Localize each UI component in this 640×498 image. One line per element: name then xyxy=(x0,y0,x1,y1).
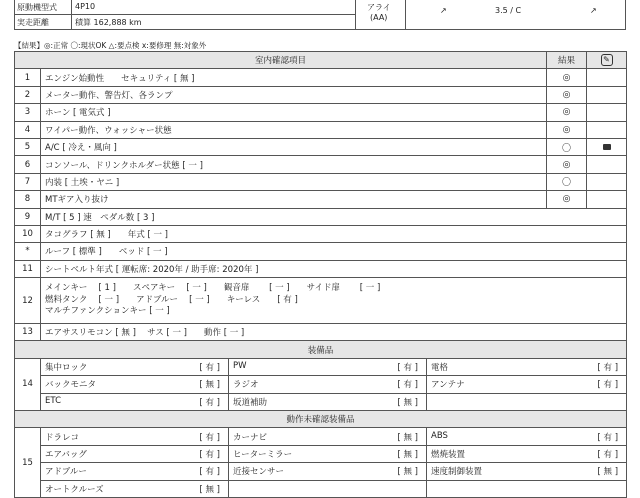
table-row xyxy=(15,138,627,155)
row-text: エアサスリモコン [ 無 ] サス [ 一 ] 動作 [ 一 ] xyxy=(41,324,627,341)
unchecked-number: 15 xyxy=(15,428,41,498)
equipment-name: ETC [ 有 ] xyxy=(41,393,229,410)
unchecked-name: 近接センサー [ 無 ] xyxy=(229,463,427,480)
row-photo[interactable] xyxy=(587,138,627,155)
row-result: ◎ xyxy=(547,121,587,138)
row-result: ◎ xyxy=(547,191,587,208)
row-text: タコグラフ [ 無 ] 年式 [ 一 ] xyxy=(41,225,627,242)
table-row xyxy=(15,156,627,173)
row-photo xyxy=(587,86,627,103)
row-number: 5 xyxy=(15,138,41,155)
equipment-section-header xyxy=(15,341,627,358)
row-photo xyxy=(587,121,627,138)
items-header: 室内確認項目 xyxy=(15,52,547,69)
unchecked-name: オートクルーズ [ 無 ] xyxy=(41,480,229,497)
unchecked-name: 燃焼装置 [ 有 ] xyxy=(427,445,627,462)
unchecked-name xyxy=(229,480,427,497)
equipment-name: 集中ロック [ 有 ] xyxy=(41,358,229,375)
photo-header xyxy=(587,52,627,69)
vehicle-info-header xyxy=(14,0,626,30)
row-text: A/C [ 冷え・風向 ] xyxy=(41,138,547,155)
equipment-name: ラジオ [ 有 ] xyxy=(229,376,427,393)
mileage-label: 実走距離 xyxy=(17,18,49,27)
row-number: 13 xyxy=(15,324,41,341)
equipment-number: 14 xyxy=(15,358,41,410)
row-number: 7 xyxy=(15,173,41,190)
row-text: ワイパー動作、ウォッシャー状態 xyxy=(41,121,547,138)
equipment-row xyxy=(15,358,627,375)
row-photo xyxy=(587,156,627,173)
row-result: ◎ xyxy=(547,69,587,86)
unchecked-name: ABS [ 有 ] xyxy=(427,428,627,445)
row-number: 9 xyxy=(15,208,41,225)
table-row xyxy=(15,243,627,260)
table-row xyxy=(15,86,627,103)
table-row xyxy=(15,260,627,277)
row-text: MTギア入り抜け xyxy=(41,191,547,208)
equipment-name: 坂道補助 [ 無 ] xyxy=(229,393,427,410)
equipment-row xyxy=(15,393,627,410)
unchecked-name: アドブルー [ 有 ] xyxy=(41,463,229,480)
row-number: 6 xyxy=(15,156,41,173)
alignment-value-1: ↗ xyxy=(440,6,447,15)
mileage-value: 積算 162,888 km xyxy=(75,18,142,27)
row-text: ホーン [ 電気式 ] xyxy=(41,104,547,121)
unchecked-row xyxy=(15,428,627,445)
alignment-sub-label: (AA) xyxy=(370,13,388,22)
row-number: 10 xyxy=(15,225,41,242)
result-header: 結果 xyxy=(547,52,587,69)
row-text: 内装 [ 土埃・ヤニ ] xyxy=(41,173,547,190)
table-row xyxy=(15,121,627,138)
row-text: ルーフ [ 標準 ] ベッド [ 一 ] xyxy=(41,243,627,260)
table-row xyxy=(15,104,627,121)
row-text: エンジン始動性 セキュリティ [ 無 ] xyxy=(41,69,547,86)
alignment-value-3: ↗ xyxy=(590,6,597,15)
table-row xyxy=(15,225,627,242)
equipment-name: バックモニタ [ 無 ] xyxy=(41,376,229,393)
unchecked-name: ヒーターミラー [ 無 ] xyxy=(229,445,427,462)
table-row xyxy=(15,173,627,190)
row-photo xyxy=(587,104,627,121)
row-number: 3 xyxy=(15,104,41,121)
row-photo xyxy=(587,173,627,190)
table-row xyxy=(15,324,627,341)
unchecked-name: ドラレコ [ 有 ] xyxy=(41,428,229,445)
unchecked-name: 速度制御装置 [ 無 ] xyxy=(427,463,627,480)
engine-type-value: 4P10 xyxy=(75,2,96,11)
row-photo xyxy=(587,191,627,208)
clipboard-icon: ✎ xyxy=(601,54,613,66)
equipment-name: PW [ 有 ] xyxy=(229,358,427,375)
row-number: 2 xyxy=(15,86,41,103)
row-text: コンソール、ドリンクホルダー状態 [ 一 ] xyxy=(41,156,547,173)
row-result: ◎ xyxy=(547,156,587,173)
equipment-name xyxy=(427,393,627,410)
camera-icon[interactable] xyxy=(603,144,611,150)
alignment-label: アライ xyxy=(367,3,391,12)
table-row xyxy=(15,191,627,208)
equipment-title: 装備品 xyxy=(15,341,627,358)
unchecked-section-header xyxy=(15,411,627,428)
inspection-table xyxy=(14,51,627,498)
row-result: ◎ xyxy=(547,86,587,103)
table-row xyxy=(15,278,627,324)
unchecked-name: エアバッグ [ 有 ] xyxy=(41,445,229,462)
row-result: 〇 xyxy=(547,173,587,190)
result-legend: 【結果】◎:正常 〇:現状OK △:要点検 x:要修理 無:対象外 xyxy=(14,41,207,50)
row-result: ◎ xyxy=(547,104,587,121)
items-header-row xyxy=(15,52,627,69)
table-row xyxy=(15,69,627,86)
unchecked-title: 動作未確認装備品 xyxy=(15,411,627,428)
unchecked-row xyxy=(15,445,627,462)
table-row xyxy=(15,208,627,225)
unchecked-row xyxy=(15,463,627,480)
row-number: 4 xyxy=(15,121,41,138)
row-number: 1 xyxy=(15,69,41,86)
alignment-value-2: 3.5 / C xyxy=(495,6,522,15)
engine-type-label: 原動機型式 xyxy=(17,3,57,12)
equipment-row xyxy=(15,376,627,393)
unchecked-name: カーナビ [ 無 ] xyxy=(229,428,427,445)
row-number: * xyxy=(15,243,41,260)
row-result: 〇 xyxy=(547,138,587,155)
row-number: 12 xyxy=(15,278,41,324)
equipment-name: 電格 [ 有 ] xyxy=(427,358,627,375)
row-text: シートベルト年式 [ 運転席: 2020年 / 助手席: 2020年 ] xyxy=(41,260,627,277)
unchecked-name xyxy=(427,480,627,497)
unchecked-row xyxy=(15,480,627,497)
row-text: メーター動作、警告灯、各ランプ xyxy=(41,86,547,103)
row-number: 8 xyxy=(15,191,41,208)
row-number: 11 xyxy=(15,260,41,277)
row-text: M/T [ 5 ] 速 ペダル数 [ 3 ] xyxy=(41,208,627,225)
row-text-keys: メインキー [ 1 ] スペアキー [ 一 ] 観音扉 [ 一 ] サイド扉 [ 一 ] 燃料タンク [ 一 ] アドブルー [ 一 ] キーレス [ 有 ] マルチファンクションキー [ 一 ] xyxy=(41,278,627,324)
equipment-name: アンテナ [ 有 ] xyxy=(427,376,627,393)
row-photo xyxy=(587,69,627,86)
